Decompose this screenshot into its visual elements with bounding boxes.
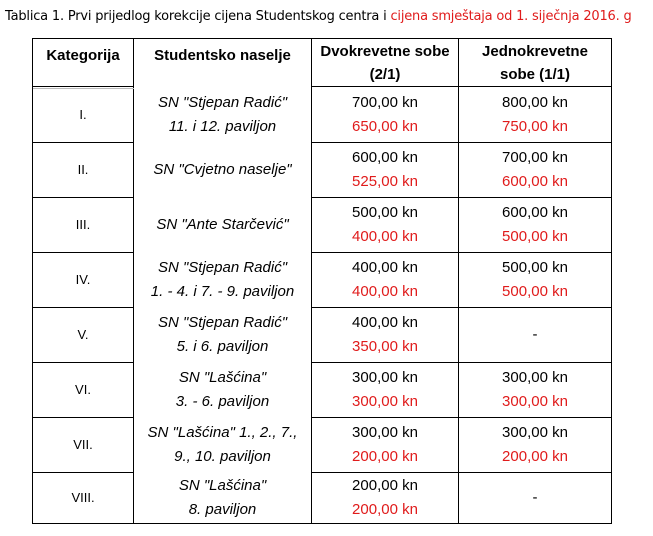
cell-kategorija	[33, 362, 134, 417]
price-old: 800,00 kn	[502, 93, 568, 111]
header-naselje-label: Studentsko naselje	[154, 47, 291, 64]
kategorija-label: III.	[75, 216, 91, 232]
table-header-row	[33, 39, 611, 87]
naselje-line1: SN "Lašćina" 1., 2., 7.,	[147, 423, 298, 441]
price-new: 200,00 kn	[502, 447, 568, 465]
naselje-line1: SN "Ante Starčević"	[156, 215, 289, 233]
cell-dvokrevetne	[311, 472, 459, 523]
table-row	[33, 472, 611, 523]
header-jednokrevetne	[459, 39, 611, 87]
naselje-line1: SN "Stjepan Radić"	[157, 93, 288, 111]
table-caption	[5, 8, 653, 26]
cell-kategorija	[33, 472, 134, 523]
price-dash: -	[532, 488, 538, 506]
cell-naselje	[134, 142, 311, 197]
cell-kategorija	[33, 417, 134, 472]
cell-naselje	[134, 197, 311, 252]
price-old: 300,00 kn	[352, 368, 418, 386]
row-divider	[311, 362, 611, 363]
naselje-line1: SN "Lašćina"	[178, 476, 267, 494]
table-row	[33, 362, 611, 417]
price-new: 525,00 kn	[352, 172, 418, 190]
row-divider	[33, 252, 134, 253]
cell-naselje	[134, 362, 311, 417]
price-new: 350,00 kn	[352, 337, 418, 355]
table-row	[33, 252, 611, 307]
price-new: 400,00 kn	[352, 282, 418, 300]
cell-dvokrevetne	[311, 142, 459, 197]
table-row	[33, 417, 611, 472]
price-new: 500,00 kn	[502, 282, 568, 300]
row-divider	[311, 86, 611, 87]
cell-dvokrevetne	[311, 197, 459, 252]
price-old: 600,00 kn	[502, 203, 568, 221]
row-divider	[33, 197, 134, 198]
price-old: 500,00 kn	[502, 258, 568, 276]
table-row	[33, 307, 611, 362]
header-dvokrevetne-line1: Dvokrevetne sobe	[320, 43, 450, 60]
kategorija-label: IV.	[75, 271, 91, 287]
row-divider	[311, 197, 611, 198]
naselje-line2: 8. paviljon	[188, 500, 257, 518]
naselje-line2: 3. - 6. paviljon	[175, 392, 270, 410]
price-new: 200,00 kn	[352, 447, 418, 465]
kategorija-label: II.	[77, 161, 89, 177]
caption-text: Tablica 1. Prvi prijedlog korekcije cijena Studentskog centra i	[5, 9, 391, 24]
price-new: 750,00 kn	[502, 117, 568, 135]
price-new: 600,00 kn	[502, 172, 568, 190]
cell-dvokrevetne	[311, 362, 459, 417]
cell-kategorija	[33, 307, 134, 362]
kategorija-label: VI.	[75, 381, 91, 397]
cell-naselje	[134, 87, 311, 142]
cell-dvokrevetne	[311, 87, 459, 142]
naselje-line2: 9., 10. paviljon	[174, 447, 271, 465]
price-old: 200,00 kn	[352, 476, 418, 494]
price-old: 500,00 kn	[352, 203, 418, 221]
row-divider	[311, 472, 611, 473]
cell-jednokrevetne	[459, 307, 611, 362]
header-kategorija	[33, 39, 134, 87]
cell-naselje	[134, 252, 311, 307]
price-old: 300,00 kn	[502, 423, 568, 441]
table-row	[33, 87, 611, 142]
naselje-line1: SN "Cvjetno naselje"	[153, 160, 292, 178]
price-new: 400,00 kn	[352, 227, 418, 245]
caption-highlight: cijena smještaja od 1. siječnja 2016. g	[390, 9, 632, 24]
cell-jednokrevetne	[459, 252, 611, 307]
price-old: 300,00 kn	[502, 368, 568, 386]
price-table	[32, 38, 612, 524]
cell-jednokrevetne	[459, 87, 611, 142]
price-new: 300,00 kn	[502, 392, 568, 410]
cell-dvokrevetne	[311, 417, 459, 472]
price-old: 700,00 kn	[502, 148, 568, 166]
cell-dvokrevetne	[311, 252, 459, 307]
row-divider	[311, 252, 611, 253]
row-divider	[33, 307, 134, 308]
price-dash: -	[532, 325, 538, 343]
naselje-line2: 5. i 6. paviljon	[176, 337, 269, 355]
cell-naselje	[134, 472, 311, 523]
kategorija-label: VIII.	[71, 489, 95, 505]
cell-dvokrevetne	[311, 307, 459, 362]
kategorija-label: I.	[79, 106, 87, 122]
naselje-line2: 1. - 4. i 7. - 9. paviljon	[150, 282, 295, 300]
cell-naselje	[134, 417, 311, 472]
row-divider	[311, 307, 611, 308]
row-divider	[33, 362, 134, 363]
row-divider	[33, 417, 134, 418]
price-old: 300,00 kn	[352, 423, 418, 441]
naselje-line1: SN "Lašćina"	[178, 368, 267, 386]
price-new: 300,00 kn	[352, 392, 418, 410]
header-dvokrevetne-line2: (2/1)	[369, 66, 401, 83]
header-kategorija-label: Kategorija	[46, 47, 120, 64]
row-divider	[311, 142, 611, 143]
cell-kategorija	[33, 252, 134, 307]
price-old: 400,00 kn	[352, 258, 418, 276]
row-divider	[33, 472, 134, 473]
header-dvokrevetne	[311, 39, 459, 87]
kategorija-label: VII.	[73, 436, 93, 452]
cell-jednokrevetne	[459, 417, 611, 472]
row-divider	[33, 86, 134, 87]
row-divider	[311, 417, 611, 418]
naselje-line1: SN "Stjepan Radić"	[157, 258, 288, 276]
price-new: 200,00 kn	[352, 500, 418, 518]
header-jednokrevetne-line2: sobe (1/1)	[499, 66, 571, 83]
table-row	[33, 197, 611, 252]
naselje-line1: SN "Stjepan Radić"	[157, 313, 288, 331]
row-divider	[33, 142, 134, 143]
cell-kategorija	[33, 142, 134, 197]
price-old: 700,00 kn	[352, 93, 418, 111]
cell-jednokrevetne	[459, 472, 611, 523]
cell-kategorija	[33, 87, 134, 142]
header-jednokrevetne-line1: Jednokrevetne	[482, 43, 588, 60]
table-row	[33, 142, 611, 197]
cell-jednokrevetne	[459, 142, 611, 197]
price-new: 500,00 kn	[502, 227, 568, 245]
price-old: 400,00 kn	[352, 313, 418, 331]
cell-jednokrevetne	[459, 197, 611, 252]
header-naselje	[134, 39, 311, 87]
naselje-line2: 11. i 12. paviljon	[168, 117, 277, 135]
cell-naselje	[134, 307, 311, 362]
price-old: 600,00 kn	[352, 148, 418, 166]
cell-kategorija	[33, 197, 134, 252]
row-divider	[33, 88, 134, 89]
price-new: 650,00 kn	[352, 117, 418, 135]
kategorija-label: V.	[77, 326, 89, 342]
cell-jednokrevetne	[459, 362, 611, 417]
